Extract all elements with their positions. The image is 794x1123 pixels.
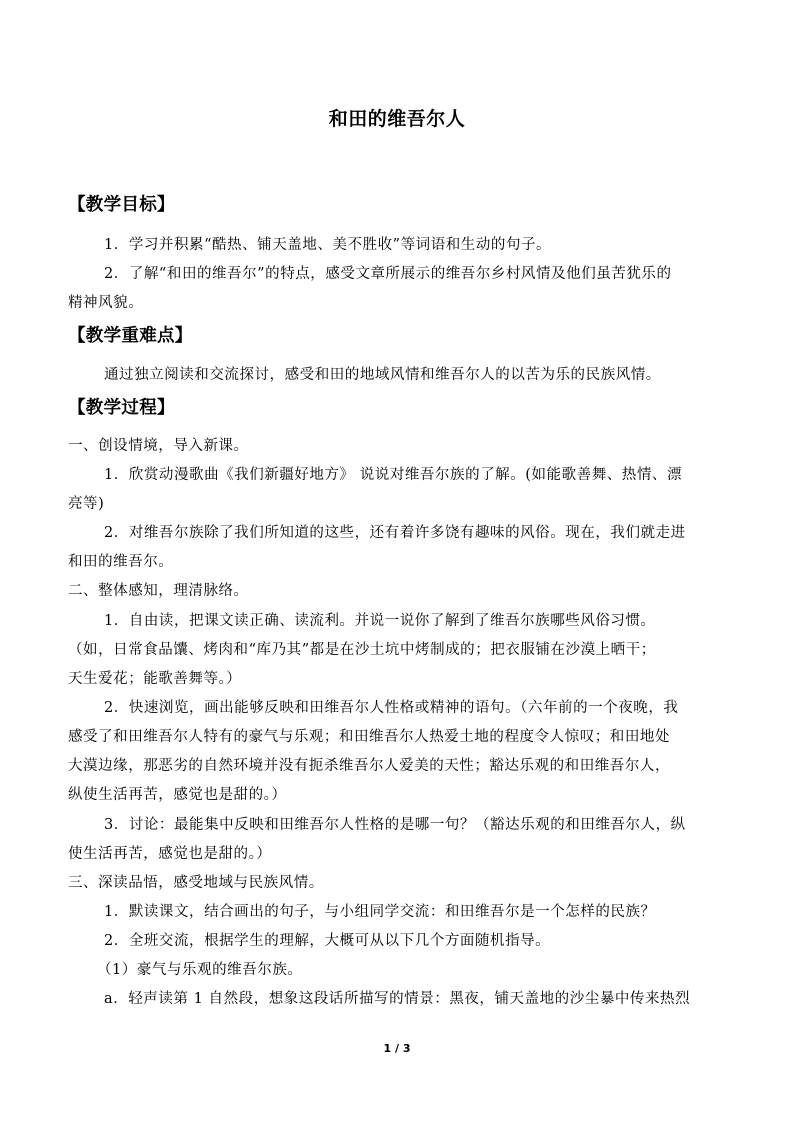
paragraph-line: 3．讨论：最能集中反映和田维吾尔人性格的是哪一句？（豁达乐观的和田维吾尔人，纵 xyxy=(104,817,686,833)
page-number: 1 / 3 xyxy=(383,1042,411,1055)
section-heading-goals: 【教学目标】 xyxy=(68,195,175,215)
paragraph-line: 1．默读课文，结合画出的句子，与小组同学交流：和田维吾尔是一个怎样的民族？ xyxy=(104,904,656,920)
paragraph-line: 纵使生活再苦，感觉也是甜的。） xyxy=(68,787,287,803)
paragraph-line: 1．学习并积累“酷热、铺天盖地、美不胜收”等词语和生动的句子。 xyxy=(104,237,552,253)
paragraph-line: 二、整体感知，理清脉络。 xyxy=(68,583,249,599)
paragraph-line: 大漠边缘，那恶劣的自然环境并没有扼杀维吾尔人爱美的天性；豁达乐观的和田维吾尔人， xyxy=(68,758,670,774)
section-heading-process: 【教学过程】 xyxy=(68,398,175,418)
paragraph-line: （如，日常食品馕、烤肉和“库乃其”都是在沙土坑中烤制成的；把衣服铺在沙漠上晒干； xyxy=(68,642,656,658)
paragraph-line: 2．了解“和田的维吾尔”的特点，感受文章所展示的维吾尔乡村风情及他们虽苦犹乐的 xyxy=(104,266,672,282)
paragraph-line: 使生活再苦，感觉也是甜的。） xyxy=(68,846,272,862)
paragraph-line: 亮等) xyxy=(68,496,105,512)
paragraph-line: a．轻声读第 1 自然段，想象这段话所描写的情景：黑夜，铺天盖地的沙尘暴中传来热烈 xyxy=(104,991,691,1007)
section-heading-keypoints: 【教学重难点】 xyxy=(68,326,193,346)
paragraph-line: 感受了和田维吾尔人特有的豪气与乐观；和田维吾尔人热爱土地的程度令人惊叹；和田地处 xyxy=(68,729,670,745)
paragraph-line: 三、深读品悟，感受地域与民族风情。 xyxy=(68,875,324,891)
paragraph-line: 通过独立阅读和交流探讨，感受和田的地域风情和维吾尔人的以苦为乐的民族风情。 xyxy=(104,367,661,383)
paragraph-line: （1）豪气与乐观的维吾尔族。 xyxy=(97,962,303,978)
paragraph-line: 天生爱花；能歌善舞等。） xyxy=(68,671,242,687)
paragraph-line: 1．自由读，把课文读正确、读流利。并说一说你了解到了维吾尔族哪些风俗习惯。 xyxy=(104,613,656,629)
paragraph-line: 2．快速浏览，画出能够反映和田维吾尔人性格或精神的语句。（六年前的一个夜晚，我 xyxy=(104,700,679,716)
paragraph-line: 2．全班交流，根据学生的理解，大概可从以下几个方面随机指导。 xyxy=(104,933,551,949)
paragraph-line: 2．对维吾尔族除了我们所知道的这些，还有着许多饶有趣味的风俗。现在，我们就走进 xyxy=(104,525,686,541)
paragraph-line: 精神风貌。 xyxy=(68,295,144,311)
paragraph-line: 1．欣赏动漫歌曲《我们新疆好地方》 说说对维吾尔族的了解。(如能歌善舞、热情、漂 xyxy=(104,467,682,483)
paragraph-line: 一、创设情境，导入新课。 xyxy=(68,438,249,454)
paragraph-line: 和田的维吾尔。 xyxy=(68,554,174,570)
page-title: 和田的维吾尔人 xyxy=(328,108,466,130)
